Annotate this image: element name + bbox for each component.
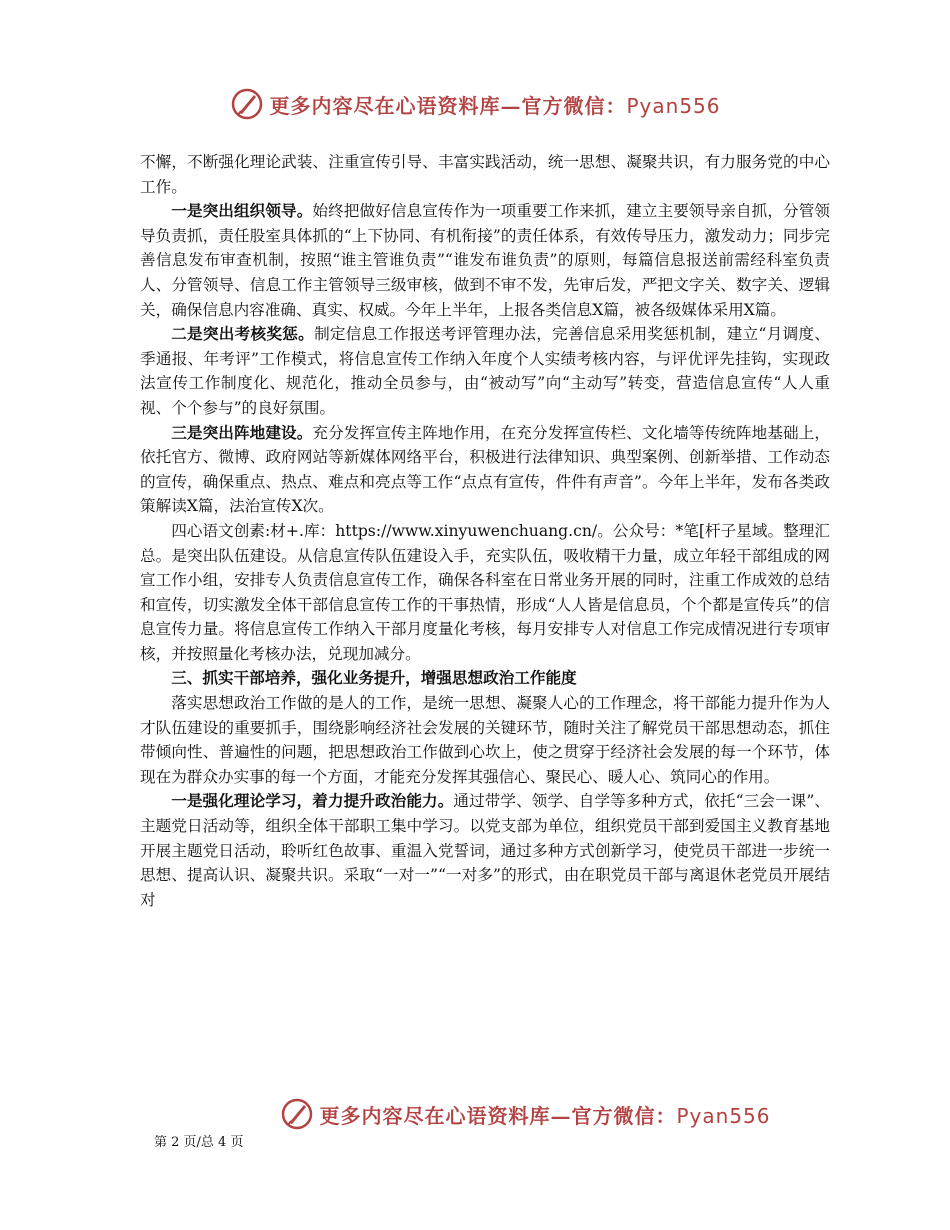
quill-logo-icon <box>279 1096 315 1132</box>
header-watermark <box>0 86 950 122</box>
watermark-handle: Pyan556 <box>626 93 721 118</box>
paragraph: 四心语文创素:材+.库：https://www.xinyuwenchuang.cn/。公众号：*笔[杆子星域。整理汇总。是突出队伍建设。从信息宣传队伍建设入手，充实队伍，吸收精干力量，成立年轻干部组成的网宣工作小组，安排专人负责信息宣传工作，确保各科室在日常业务开展的同时，注重工作成效的总结和宣传，切实激发全体干部信息宣传工作的干事热情，形成“人人皆是信息员，个个都是宣传兵”的信息宣传力量。将信息宣传工作纳入干部月度量化考核，每月安排专人对信息工作完成情况进行专项审核，并按照量化考核办法，兑现加减分。 <box>140 521 830 663</box>
page-number: 第 2 页/总 4 页 <box>154 1135 244 1150</box>
paragraph: 二是突出考核奖惩。制定信息工作报送考评管理办法，完善信息采用奖惩机制，建立“月调度、季通报、年考评”工作模式，将信息宣传工作纳入年度个人实绩考核内容，与评优评先挂钩，实现政法宣传工作制度化、规范化，推动全员参与，由“被动写”向“主动写”转变，营造信息宣传“人人重视、个个参与”的良好氛围。 <box>140 324 830 417</box>
paragraph: 一是突出组织领导。始终把做好信息宣传作为一项重要工作来抓，建立主要领导亲自抓，分管领导负责抓，责任股室具体抓的“上下协同、有机衔接”的责任体系，有效传导压力，激发动力；同步完善信息发布审查机制，按照“谁主管谁负责”“谁发布谁负责”的原则，每篇信息报送前需经科室负责人、分管领导、信息工作主管领导三级审核，做到不审不发，先审后发，严把文字关、数字关、逻辑关，确保信息内容准确、真实、权威。今年上半年，上报各类信息X篇，被各级媒体采用X篇。 <box>140 201 830 319</box>
watermark-text: 更多内容尽在心语资料库—官方微信： <box>269 93 627 118</box>
paragraph: 一是强化理论学习，着力提升政治能力。通过带学、领学、自学等多种方式，依托“三会一课”、主题党日活动等，组织全体干部职工集中学习。以党支部为单位，组织党员干部到爱国主义教育基地开展主题党日活动，聆听红色故事、重温入党誓词，通过多种方式创新学习，使党员干部进一步统一思想、提高认识、凝聚共识。采取“一对一”“一对多”的形式，由在职党员干部与离退休老党员开展结对 <box>140 791 830 909</box>
paragraph: 不懈，不断强化理论武装、注重宣传引导、丰富实践活动，统一思想、凝聚共识，有力服务党的中心工作。 <box>140 153 830 196</box>
paragraph: 三是突出阵地建设。充分发挥宣传主阵地作用，在充分发挥宣传栏、文化墙等传统阵地基础上，依托官方、微博、政府网站等新媒体网络平台，积极进行法律知识、典型案例、创新举措、工作动态的宣传，确保重点、热点、难点和亮点等工作“点点有宣传，件件有声音”。今年上半年，发布各类政策解读X篇，法治宣传X次。 <box>140 422 830 516</box>
watermark-text: 更多内容尽在心语资料库—官方微信： <box>319 1103 677 1128</box>
document-body <box>140 150 830 912</box>
paragraph: 落实思想政治工作做的是人的工作，是统一思想、凝聚人心的工作理念，将干部能力提升作为人才队伍建设的重要抓手，围绕影响经济社会发展的关键环节，随时关注了解党员干部思想动态，抓住带倾向性、普遍性的问题，把思想政治工作做到心坎上，使之贯穿于经济社会发展的每一个环节，体现在为群众办实事的每一个方面，才能充分发挥其强信心、聚民心、暖人心、筑同心的作用。 <box>140 694 830 786</box>
section-heading: 三、抓实干部培养，强化业务提升，增强思想政治工作能度 <box>171 668 577 688</box>
watermark-handle: Pyan556 <box>676 1103 771 1128</box>
quill-logo-icon <box>229 86 265 122</box>
footer-watermark <box>50 1096 950 1132</box>
